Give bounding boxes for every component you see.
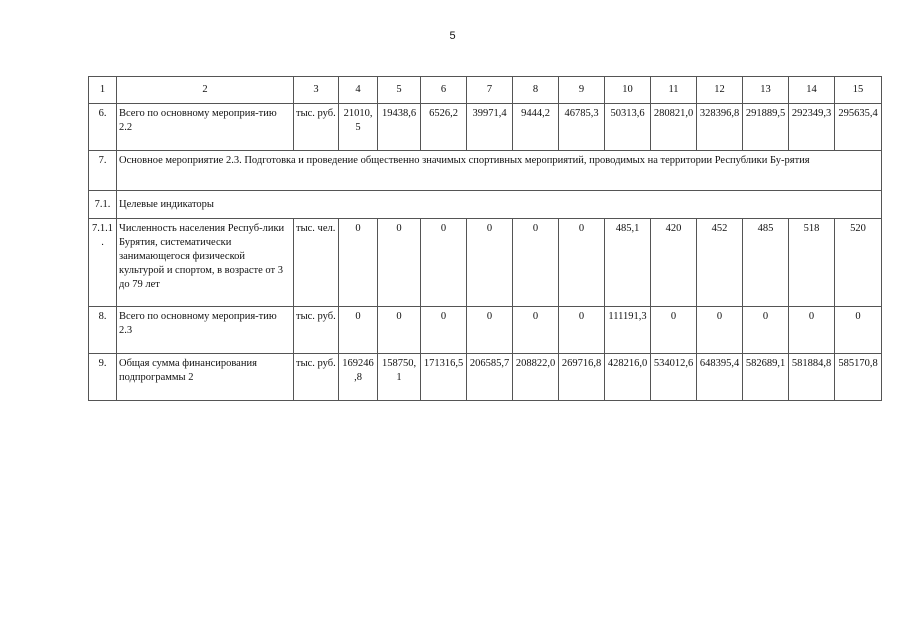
value-cell: 50313,6 (605, 104, 651, 151)
column-header: 3 (294, 77, 339, 104)
row-name: Общая сумма финансирования подпрограммы 2 (117, 354, 294, 401)
value-cell: 518 (789, 219, 835, 307)
value-cell: 291889,5 (743, 104, 789, 151)
table-section-row (89, 151, 882, 191)
value-cell: 39971,4 (467, 104, 513, 151)
value-cell: 0 (467, 219, 513, 307)
table-header-row (89, 77, 882, 104)
column-header: 9 (559, 77, 605, 104)
value-cell: 9444,2 (513, 104, 559, 151)
value-cell: 158750,1 (378, 354, 421, 401)
row-name: Численность населения Респуб-лики Бурятия, систематически занимающегося физической культурой и спортом, в возрасте от 3 до 79 лет (117, 219, 294, 307)
column-header: 4 (339, 77, 378, 104)
column-header: 15 (835, 77, 882, 104)
value-cell: 0 (835, 307, 882, 354)
value-cell: 520 (835, 219, 882, 307)
row-index: 9. (89, 354, 117, 401)
row-index: 7.1.1. (89, 219, 117, 307)
column-header: 11 (651, 77, 697, 104)
value-cell: 428216,0 (605, 354, 651, 401)
row-index: 6. (89, 104, 117, 151)
value-cell: 295635,4 (835, 104, 882, 151)
value-cell: 208822,0 (513, 354, 559, 401)
value-cell: 452 (697, 219, 743, 307)
value-cell: 19438,6 (378, 104, 421, 151)
column-header: 5 (378, 77, 421, 104)
value-cell: 0 (378, 307, 421, 354)
value-cell: 328396,8 (697, 104, 743, 151)
column-header: 7 (467, 77, 513, 104)
value-cell: 420 (651, 219, 697, 307)
value-cell: 0 (559, 219, 605, 307)
value-cell: 0 (378, 219, 421, 307)
value-cell: 171316,5 (421, 354, 467, 401)
column-header: 8 (513, 77, 559, 104)
row-index: 7.1. (89, 191, 117, 219)
row-unit: тыс. руб. (294, 104, 339, 151)
value-cell: 534012,6 (651, 354, 697, 401)
row-name: Всего по основному мероприя-тию 2.3 (117, 307, 294, 354)
table-row (89, 219, 882, 307)
value-cell: 280821,0 (651, 104, 697, 151)
value-cell: 0 (513, 219, 559, 307)
value-cell: 0 (651, 307, 697, 354)
column-header: 6 (421, 77, 467, 104)
column-header: 13 (743, 77, 789, 104)
section-title: Целевые индикаторы (117, 191, 882, 219)
row-index: 7. (89, 151, 117, 191)
row-unit: тыс. чел. (294, 219, 339, 307)
column-header: 1 (89, 77, 117, 104)
value-cell: 648395,4 (697, 354, 743, 401)
value-cell: 0 (789, 307, 835, 354)
value-cell: 0 (339, 307, 378, 354)
page-number: 5 (449, 30, 456, 42)
value-cell: 0 (697, 307, 743, 354)
value-cell: 169246,8 (339, 354, 378, 401)
value-cell: 46785,3 (559, 104, 605, 151)
value-cell: 0 (513, 307, 559, 354)
value-cell: 21010,5 (339, 104, 378, 151)
row-unit: тыс. руб. (294, 354, 339, 401)
budget-table (88, 76, 882, 401)
table-row (89, 104, 882, 151)
value-cell: 206585,7 (467, 354, 513, 401)
column-header: 12 (697, 77, 743, 104)
value-cell: 111191,3 (605, 307, 651, 354)
value-cell: 292349,3 (789, 104, 835, 151)
value-cell: 485 (743, 219, 789, 307)
value-cell: 6526,2 (421, 104, 467, 151)
value-cell: 0 (339, 219, 378, 307)
value-cell: 485,1 (605, 219, 651, 307)
row-name: Всего по основному мероприя-тию 2.2 (117, 104, 294, 151)
value-cell: 0 (743, 307, 789, 354)
value-cell: 581884,8 (789, 354, 835, 401)
value-cell: 0 (421, 307, 467, 354)
column-header: 10 (605, 77, 651, 104)
value-cell: 269716,8 (559, 354, 605, 401)
value-cell: 582689,1 (743, 354, 789, 401)
section-title: Основное мероприятие 2.3. Подготовка и проведение общественно значимых спортивных мероприятий, проводимых на территории Республики Бу-рятия (117, 151, 882, 191)
column-header: 14 (789, 77, 835, 104)
value-cell: 0 (421, 219, 467, 307)
row-unit: тыс. руб. (294, 307, 339, 354)
value-cell: 0 (559, 307, 605, 354)
table-row (89, 354, 882, 401)
row-index: 8. (89, 307, 117, 354)
value-cell: 0 (467, 307, 513, 354)
column-header: 2 (117, 77, 294, 104)
value-cell: 585170,8 (835, 354, 882, 401)
table-row (89, 307, 882, 354)
table-section-row (89, 191, 882, 219)
